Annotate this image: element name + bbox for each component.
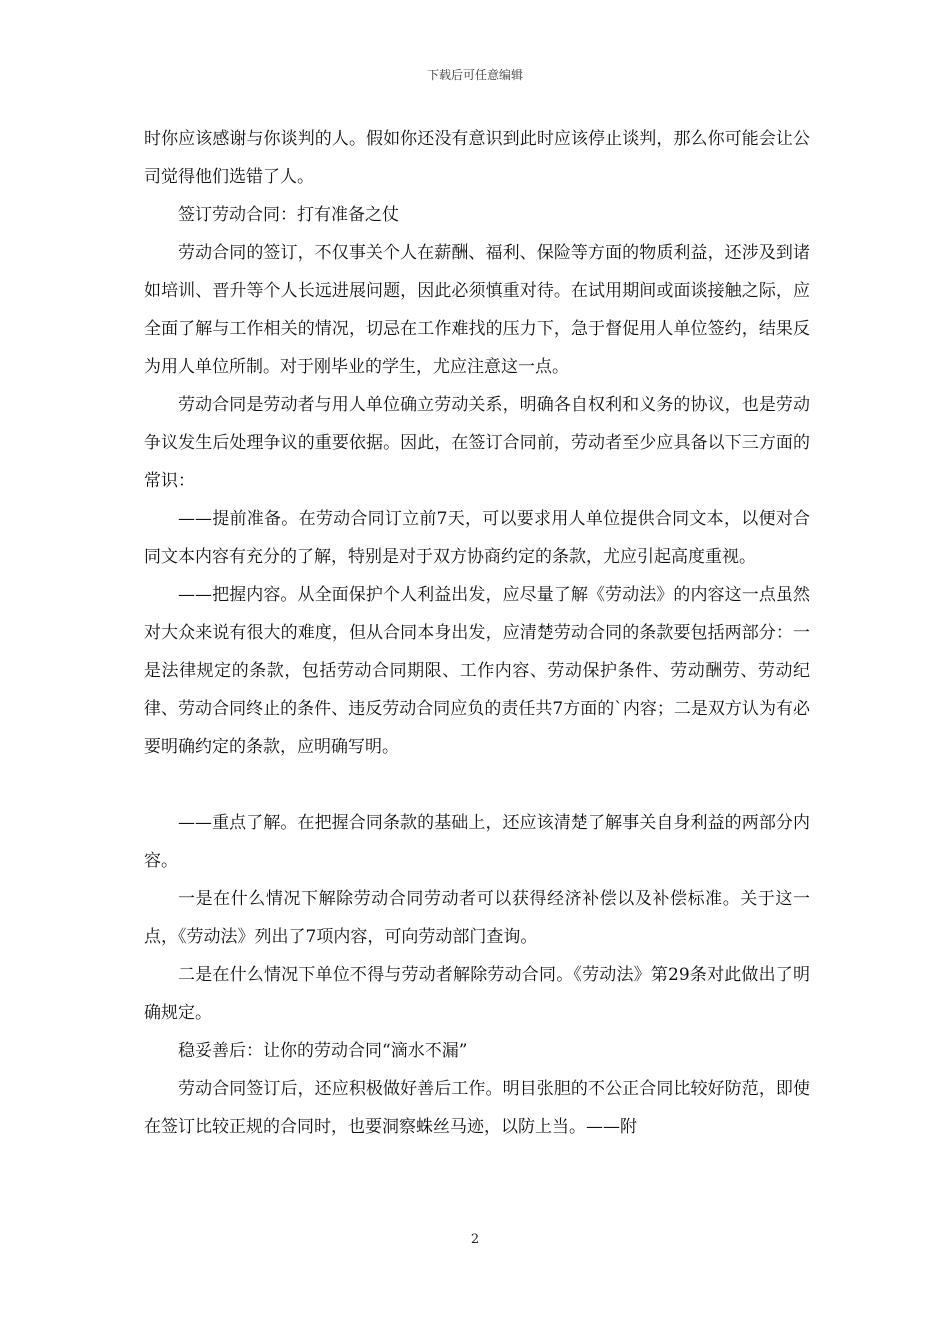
section-heading: 签订劳动合同：打有准备之仗 bbox=[178, 205, 399, 225]
paragraph: ——重点了解。在把握合同条款的基础上，还应该清楚了解事关自身利益的两部分内容。 bbox=[144, 813, 810, 871]
paragraph: 时你应该感谢与你谈判的人。假如你还没有意识到此时应该停止谈判，那么你可能会让公司觉得他们选错了人。 bbox=[144, 129, 810, 187]
page-number: 2 bbox=[470, 1232, 480, 1247]
paragraph: 劳动合同签订后，还应积极做好善后工作。明目张胆的不公正合同比较好防范，即使在签订比较正规的合同时，也要洞察蛛丝马迹，以防上当。——附 bbox=[144, 1079, 810, 1137]
paragraph: ——把握内容。从全面保护个人利益出发，应尽量了解《劳动法》的内容这一点虽然对大众来说有很大的难度，但从合同本身出发，应清楚劳动合同的条款要包括两部分：一是法律规定的条款，包括劳动合同期限、工作内容、劳动保护条件、劳动酬劳、劳动纪律、劳动合同终止的条件、违反劳动合同应负的责任共7方面的`内容；二是双方认为有必要明确约定的条款，应明确写明。 bbox=[144, 585, 810, 757]
paragraph: ——提前准备。在劳动合同订立前7天，可以要求用人单位提供合同文本，以便对合同文本内容有充分的了解，特别是对于双方协商约定的条款，尤应引起高度重视。 bbox=[144, 509, 810, 567]
paragraph: 劳动合同的签订，不仅事关个人在薪酬、福利、保险等方面的物质利益，还涉及到诸如培训、晋升等个人长远进展问题，因此必须慎重对待。在试用期间或面谈接触之际，应全面了解与工作相关的情况，切忌在工作难找的压力下，急于督促用人单位签约，结果反为用人单位所制。对于刚毕业的学生，尤应注意这一点。 bbox=[144, 243, 810, 377]
paragraph: 劳动合同是劳动者与用人单位确立劳动关系，明确各自权利和义务的协议，也是劳动争议发生后处理争议的重要依据。因此，在签订合同前，劳动者至少应具备以下三方面的常识： bbox=[144, 395, 810, 491]
document-body bbox=[144, 120, 810, 1146]
page-header: 下载后可任意编辑 bbox=[426, 68, 523, 82]
paragraph: 二是在什么情况下单位不得与劳动者解除劳动合同。《劳动法》第29条对此做出了明确规定。 bbox=[144, 965, 810, 1023]
section-heading: 稳妥善后：让你的劳动合同“滴水不漏” bbox=[178, 1041, 468, 1061]
paragraph: 一是在什么情况下解除劳动合同劳动者可以获得经济补偿以及补偿标准。关于这一点，《劳动法》列出了7项内容，可向劳动部门查询。 bbox=[144, 889, 810, 947]
